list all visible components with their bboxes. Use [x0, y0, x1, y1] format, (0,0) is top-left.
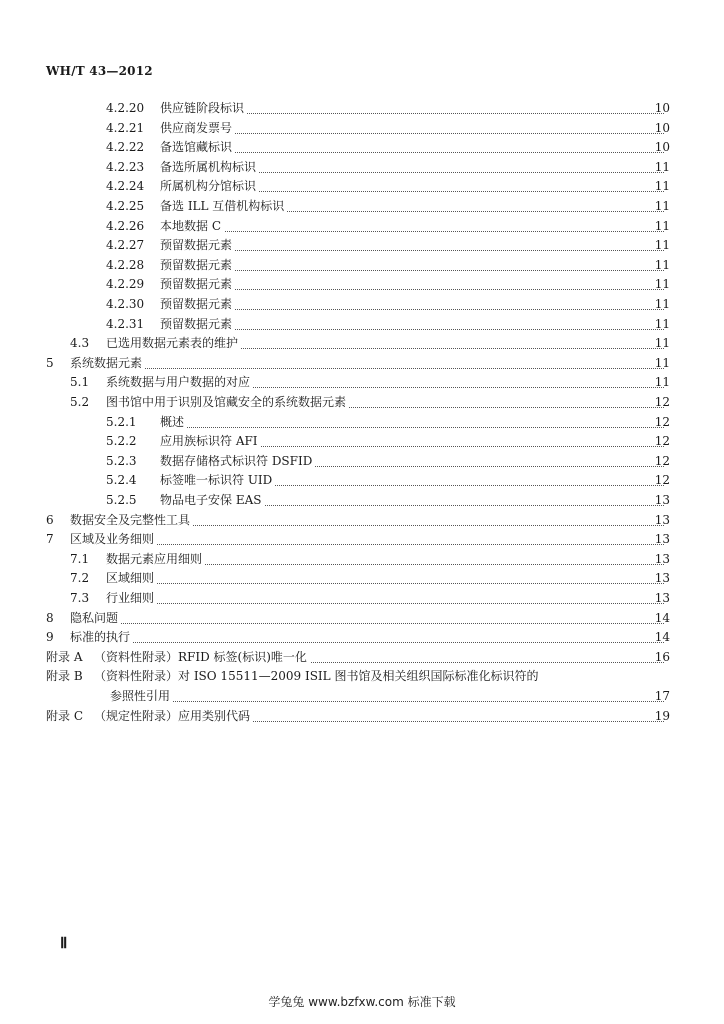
toc-entry-number: 5.1 — [70, 375, 90, 390]
toc-entry-page: 11 — [654, 355, 670, 370]
toc-entry-page: 11 — [654, 218, 670, 233]
toc-entry-page: 17 — [654, 689, 670, 703]
toc-entry-page: 12 — [654, 395, 670, 409]
toc-entry-title: 预留数据元素 — [160, 314, 235, 334]
toc-entry-number: 5.2.1 — [106, 414, 137, 429]
toc-entry-title: 标准的执行 — [70, 627, 133, 647]
toc-entry-number: 4.3 — [70, 336, 90, 351]
toc-entry-page: 13 — [654, 493, 670, 507]
toc-entry-page: 14 — [654, 630, 670, 645]
toc-entry-title: 参照性引用 — [110, 686, 173, 706]
toc-entry-number: 4.2.20 — [106, 101, 145, 115]
toc-entry-number: 附录 C — [46, 708, 83, 723]
toc-entry-page: 10 — [654, 120, 670, 135]
toc-dot-leader — [106, 583, 664, 604]
toc-entry-page: 11 — [654, 316, 670, 331]
toc-entry-number: 4.2.27 — [106, 238, 145, 253]
toc-entry-page: 11 — [654, 179, 670, 194]
toc-dot-leader — [160, 132, 664, 153]
toc-entry-page: 12 — [654, 434, 670, 449]
toc-dot-leader — [160, 269, 664, 290]
toc-dot-leader — [160, 113, 664, 134]
toc-entry-number: 4.2.24 — [106, 179, 145, 194]
toc-entry-number: 9 — [46, 630, 54, 645]
toc-dot-leader — [160, 211, 664, 232]
toc-entry-title: 隐私问题 — [70, 608, 121, 628]
toc-entry-number: 4.2.29 — [106, 277, 145, 292]
toc-entry-page: 13 — [654, 551, 670, 566]
toc-entry-title: 概述 — [160, 412, 187, 432]
toc-entry-page: 11 — [654, 336, 670, 351]
page-number: Ⅱ — [60, 936, 68, 952]
toc-entry-title: 数据元素应用细则 — [106, 549, 205, 569]
toc-entry-number: 7.2 — [70, 571, 90, 586]
toc-entry-title: 备选 ILL 互借机构标识 — [160, 196, 287, 216]
toc-entry-page: 13 — [654, 512, 670, 527]
toc-entry-number: 5.2.4 — [106, 473, 137, 488]
toc-dot-leader — [160, 309, 664, 330]
toc-entry-number: 附录 A — [46, 649, 83, 664]
toc-entry-title: 区域细则 — [106, 568, 157, 588]
toc-entry-title: （资料性附录）RFID 标签(标识)唯一化 — [94, 647, 310, 667]
toc-entry-number: 5.2.5 — [106, 493, 137, 507]
toc-entry-number: 4.2.22 — [106, 140, 145, 155]
toc-entry-page: 11 — [654, 238, 670, 253]
toc-entry-title: 预留数据元素 — [160, 294, 235, 314]
toc-entry-title: 预留数据元素 — [160, 274, 235, 294]
toc-entry-page: 10 — [654, 101, 670, 115]
toc-entry-number: 4.2.21 — [106, 120, 145, 135]
toc-entry-title: 系统数据与用户数据的对应 — [106, 372, 253, 392]
toc-entry-title: 应用族标识符 AFI — [160, 431, 261, 451]
toc-dot-leader — [70, 524, 664, 545]
toc-entry-number: 8 — [46, 610, 54, 625]
toc-entry-page: 16 — [654, 649, 670, 664]
toc-entry-title: 备选所属机构标识 — [160, 157, 259, 177]
toc-entry-title: 图书馆中用于识别及馆藏安全的系统数据元素 — [106, 392, 349, 412]
toc-entry-title: 系统数据元素 — [70, 353, 145, 373]
toc-entry-page: 11 — [654, 297, 670, 311]
toc-entry-title: 本地数据 C — [160, 216, 224, 236]
toc-entry-title: （资料性附录）对 ISO 15511—2009 ISIL 图书馆及相关组织国际标准化标识符的 — [94, 666, 541, 686]
footer-watermark: 学兔兔 www.bzfxw.com 标准下载 — [268, 995, 456, 1009]
toc-entry-page: 13 — [654, 571, 670, 586]
toc-entry-page: 11 — [654, 199, 670, 213]
toc-entry-page: 12 — [654, 473, 670, 488]
toc-dot-leader — [70, 603, 664, 624]
toc-entry-number: 5.2.2 — [106, 434, 137, 449]
toc-entry-page: 10 — [654, 140, 670, 155]
toc-entry-title: 数据安全及完整性工具 — [70, 510, 193, 530]
toc-entry-title: （规定性附录）应用类别代码 — [94, 706, 253, 726]
toc-entry[interactable] — [0, 647, 724, 667]
toc-dot-leader — [106, 563, 664, 584]
toc-entry-number: 5 — [46, 355, 54, 370]
toc-entry-number: 5.2.3 — [106, 453, 137, 468]
toc-entry-page: 19 — [654, 708, 670, 723]
toc-entry-page: 13 — [654, 532, 670, 547]
toc-entry-number: 7.1 — [70, 551, 90, 566]
toc-entry-title: 备选馆藏标识 — [160, 137, 235, 157]
toc-entry-title: 行业细则 — [106, 588, 157, 608]
toc-entry-title: 标签唯一标识符 UID — [160, 470, 275, 490]
toc-dot-leader — [110, 681, 664, 702]
toc-entry-title: 物品电子安保 EAS — [160, 490, 264, 510]
toc-dot-leader — [70, 348, 664, 369]
toc-entry-page: 11 — [654, 159, 670, 174]
toc-entry-title: 区域及业务细则 — [70, 529, 157, 549]
toc-entry-number: 6 — [46, 512, 54, 527]
toc-entry-page: 12 — [654, 414, 670, 429]
toc-entry-number: 4.2.26 — [106, 218, 145, 233]
toc-entry-title: 供应商发票号 — [160, 118, 235, 138]
toc-entry-number: 4.2.23 — [106, 159, 145, 174]
toc-dot-leader — [160, 250, 664, 271]
toc-entry-number: 7.3 — [70, 591, 90, 605]
toc-entry-page: 13 — [654, 591, 670, 605]
toc-entry[interactable] — [0, 706, 724, 726]
toc-entry-number: 4.2.28 — [106, 257, 145, 272]
toc-dot-leader — [70, 622, 664, 643]
toc-entry-page: 11 — [654, 257, 670, 272]
toc-dot-leader — [160, 230, 664, 251]
toc-entry-page: 14 — [654, 610, 670, 625]
toc-entry-title: 预留数据元素 — [160, 235, 235, 255]
toc-entry-number: 4.2.25 — [106, 199, 145, 213]
toc-dot-leader — [160, 289, 664, 310]
toc-dot-leader — [160, 407, 664, 428]
toc-entry-number: 5.2 — [70, 395, 90, 409]
toc-entry-number: 4.2.30 — [106, 297, 145, 311]
toc-entry-title: 供应链阶段标识 — [160, 98, 247, 118]
document-id: WH/T 43—2012 — [46, 64, 153, 78]
toc-entry-page: 11 — [654, 277, 670, 292]
toc-entry-title: 数据存储格式标识符 DSFID — [160, 451, 315, 471]
toc-entry-number: 附录 B — [46, 669, 83, 684]
toc-entry-page: 11 — [654, 375, 670, 390]
toc-entry-number: 4.2.31 — [106, 316, 145, 331]
toc-entry-title: 所属机构分馆标识 — [160, 176, 259, 196]
toc-entry-page: 12 — [654, 453, 670, 468]
toc-entry-title: 预留数据元素 — [160, 255, 235, 275]
toc-entry-number: 7 — [46, 532, 54, 547]
toc-entry-title: 已选用数据元素表的维护 — [106, 333, 241, 353]
